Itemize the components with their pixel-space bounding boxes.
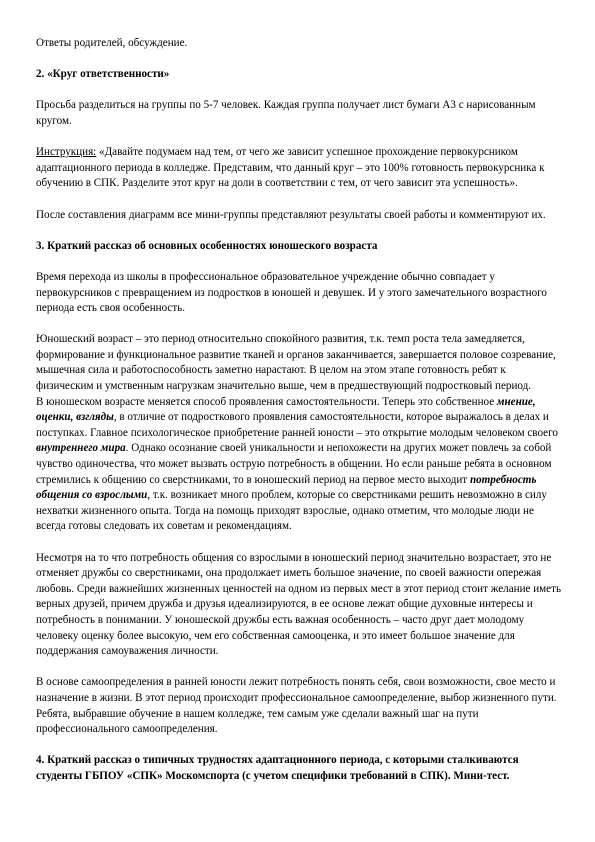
independence-emphasis-adult-communication: потребность общения со взрослыми	[36, 473, 537, 502]
paragraph-diagram-results: После составления диаграмм все мини-группы представляют результаты своей работы и комментируют их.	[36, 208, 546, 221]
section-heading-youth-features: 3. Краткий рассказ об основных особенностях юношеского возраста	[36, 239, 378, 252]
independence-text-c: . Однако осознание своей уникальности и непохожести на других может повлечь за собой чувство одиночества, что может вызвать острую потребность в общении. Но если раньше ребята в основном стремились к общению со сверстниками, то в юношеский период на первое место выходит	[36, 442, 552, 486]
paragraph-friendship: Несмотря на то что потребность общения со взрослыми в юношеский период значительно возрастает, это не отменяет дружбы со сверстниками, она продолжает иметь большое значение, по своей важности опережая любовь. Среди важнейших жизненных ценностей на одном из первых мест в этот период стоит желание иметь верных друзей, причем дружба и друзья идеализируются, в ее основе лежат общие духовные интересы и потребность в понимании. У юношеской дружбы есть важная особенность – часто друг дает молодому человеку оценку более высокую, чем его собственная самооценка, и это имеет большое значение для поддержания самоуважения личности.	[36, 551, 562, 658]
independence-text-b: , в отличие от подросткового проявления самостоятельности, которое выражалось в делах и поступках. Главное психологическое приобретение ранней юности – это открытие молодым человеком своего	[36, 411, 558, 439]
instruction-label: Инструкция:	[36, 146, 97, 159]
independence-text-d: , т.к. возникает много проблем, которые со сверстниками решить невозможно в силу нехватки жизненного опыта. Тогда на помощь приходят взрослые, однако отметим, что молодые люди не всегда готовы следовать их советам и рекомендациям.	[36, 489, 547, 533]
section-heading-adaptation-difficulties: 4. Краткий рассказ о типичных трудностях адаптационного периода, с которыми сталкиваются студенты ГБПОУ «СПК» Москомспорта (с учетом специфики требований в СПК). Мини-тест.	[36, 754, 519, 782]
paragraph-instruction	[36, 145, 561, 192]
section-heading-responsibility-circle: 2. «Круг ответственности»	[36, 68, 170, 81]
independence-text-a: В юношеском возрасте меняется способ проявления самостоятельности. Теперь это собственное	[36, 395, 497, 408]
paragraph-independence	[36, 395, 561, 535]
paragraph-youth-age: Юношеский возраст – это период относительно спокойного развития, т.к. темп роста тела замедляется, формирование и функциональное развитие тканей и органов заканчивается, завершается половое созревание, мышечная сила и работоспособность заметно нарастают. В целом на этом этапе готовность ребят к физическим и умственным нагрузкам значительно выше, чем в предшествующий подростковый период.	[36, 333, 556, 393]
paragraph-transition: Время перехода из школы в профессиональное образовательное учреждение обычно совпадает у первокурсников с превращением из подростков в юношей и девушек. И у этого замечательного возрастного периода есть своя особенность.	[36, 270, 547, 315]
instruction-text: «Давайте подумаем над тем, от чего же зависит успешное прохождение первокурсником адаптационного периода в колледже. Представим, что данный круг – это 100% готовность первокурсника к обучению в СПК. Разделите этот круг на доли в соответствии с тем, от чего зависит эта успешность».	[36, 146, 545, 190]
paragraph-groups: Просьба разделиться на группы по 5-7 человек. Каждая группа получает лист бумаги А3 с нарисованным кругом.	[36, 99, 536, 127]
document-page	[36, 36, 561, 800]
independence-emphasis-opinions: мнение, оценки, взгляды	[36, 395, 536, 424]
independence-emphasis-inner-world: внутреннего мира	[36, 442, 126, 455]
paragraph-self-determination: В основе самоопределения в ранней юности лежит потребность понять себя, свои возможности, свое место и назначение в жизни. В этот период происходит профессиональное самоопределение, выбор жизненного пути. Ребята, выбравшие обучение в нашем колледже, тем самым уже сделали важный шаг на пути профессионального самоопределения.	[36, 676, 557, 736]
paragraph-parent-answers: Ответы родителей, обсуждение.	[36, 37, 188, 49]
